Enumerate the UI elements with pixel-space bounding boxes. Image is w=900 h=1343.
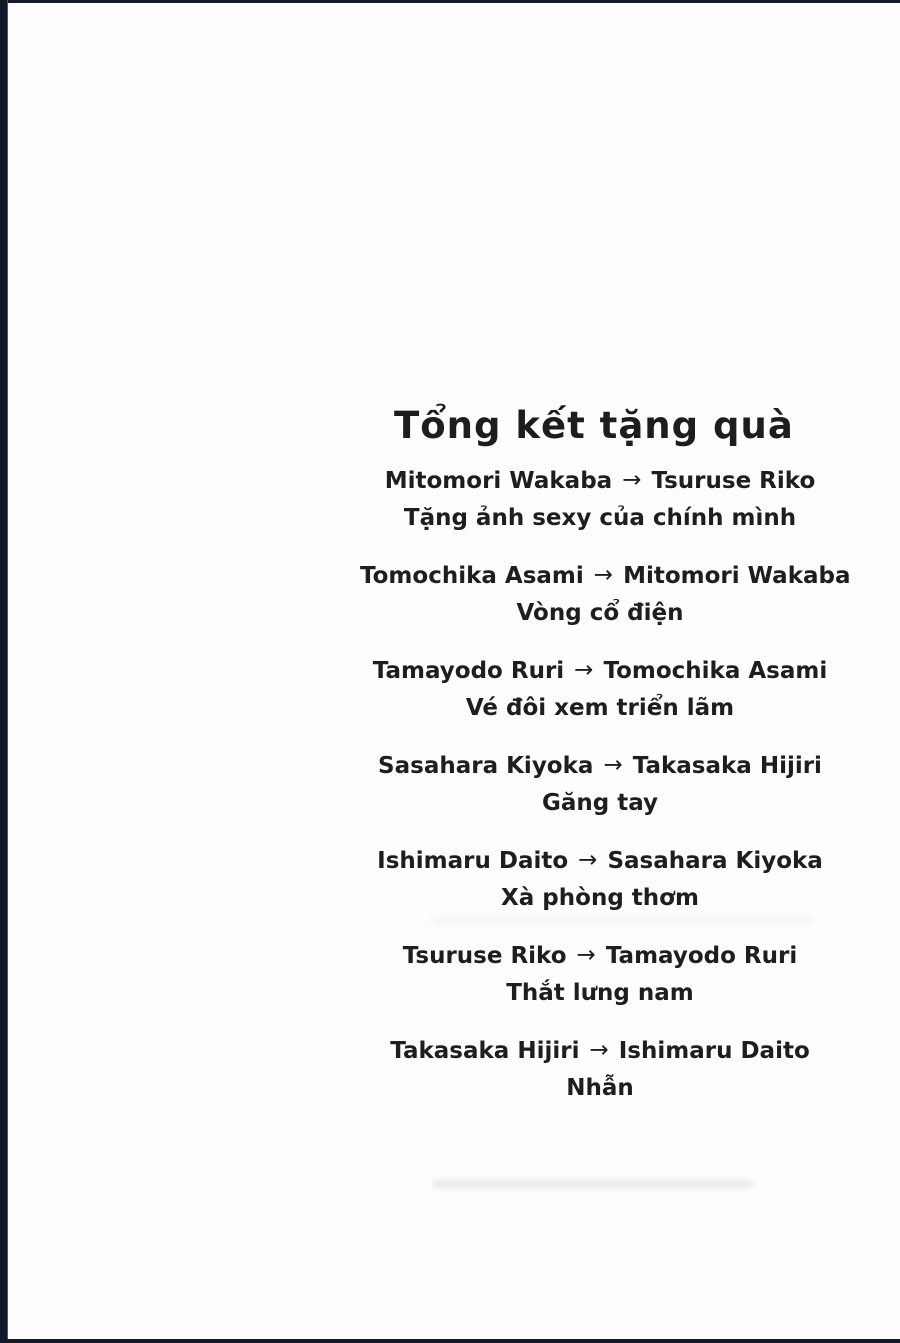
- gift-summary-block: [360, 404, 851, 1107]
- gift-list: [360, 463, 851, 1107]
- arrow-icon: →: [593, 562, 614, 588]
- gift-entry: [360, 938, 840, 1012]
- giver-name: Tamayodo Ruri: [372, 658, 565, 684]
- gift-name: Vòng cổ điện: [516, 600, 684, 626]
- giver-name: Mitomori Wakaba: [384, 468, 613, 494]
- giver-name: Ishimaru Daito: [377, 848, 569, 874]
- gift-entry-names: [360, 938, 840, 975]
- gift-entry-names: [360, 843, 840, 880]
- page-frame-bottom-edge: [0, 1339, 900, 1343]
- gift-entry: [360, 843, 840, 917]
- page-frame-left-edge: [0, 0, 8, 1343]
- giver-name: Tsuruse Riko: [402, 943, 567, 969]
- erased-text-smudge: [432, 1180, 754, 1188]
- gift-entry: [360, 653, 840, 727]
- arrow-icon: →: [576, 942, 596, 968]
- arrow-icon: →: [589, 1037, 609, 1063]
- giver-name: Tomochika Asami: [360, 563, 584, 589]
- gift-entry: [360, 1033, 840, 1107]
- erased-text-smudge: [432, 918, 812, 924]
- gift-name: Tặng ảnh sexy của chính mình: [403, 505, 797, 531]
- page-title: Tổng kết tặng quà: [394, 404, 794, 447]
- gift-name: Vé đôi xem triển lãm: [465, 695, 735, 721]
- giver-name: Sasahara Kiyoka: [378, 753, 594, 779]
- gift-entry-names: [360, 1033, 840, 1070]
- gift-entry-names: [360, 463, 840, 500]
- receiver-name: Tamayodo Ruri: [605, 943, 798, 969]
- giver-name: Takasaka Hijiri: [390, 1038, 580, 1064]
- gift-name: Nhẫn: [566, 1075, 634, 1101]
- gift-name: Găng tay: [541, 790, 659, 816]
- arrow-icon: →: [578, 847, 598, 873]
- receiver-name: Takasaka Hijiri: [632, 753, 822, 779]
- receiver-name: Tsuruse Riko: [651, 468, 816, 494]
- receiver-name: Mitomori Wakaba: [623, 563, 851, 589]
- receiver-name: Sasahara Kiyoka: [607, 848, 823, 874]
- gift-entry-names: [360, 558, 851, 595]
- gift-entry-names: [360, 653, 840, 690]
- gift-entry: [360, 463, 840, 537]
- arrow-icon: →: [574, 657, 594, 683]
- page-frame-top-edge: [0, 0, 900, 3]
- receiver-name: Ishimaru Daito: [618, 1038, 810, 1064]
- gift-entry: [360, 748, 840, 822]
- gift-entry: [360, 558, 851, 632]
- receiver-name: Tomochika Asami: [603, 658, 828, 684]
- gift-entry-names: [360, 748, 840, 785]
- gift-name: Xà phòng thơm: [501, 885, 699, 911]
- arrow-icon: →: [622, 467, 642, 493]
- gift-name: Thắt lưng nam: [506, 980, 694, 1006]
- arrow-icon: →: [603, 752, 623, 778]
